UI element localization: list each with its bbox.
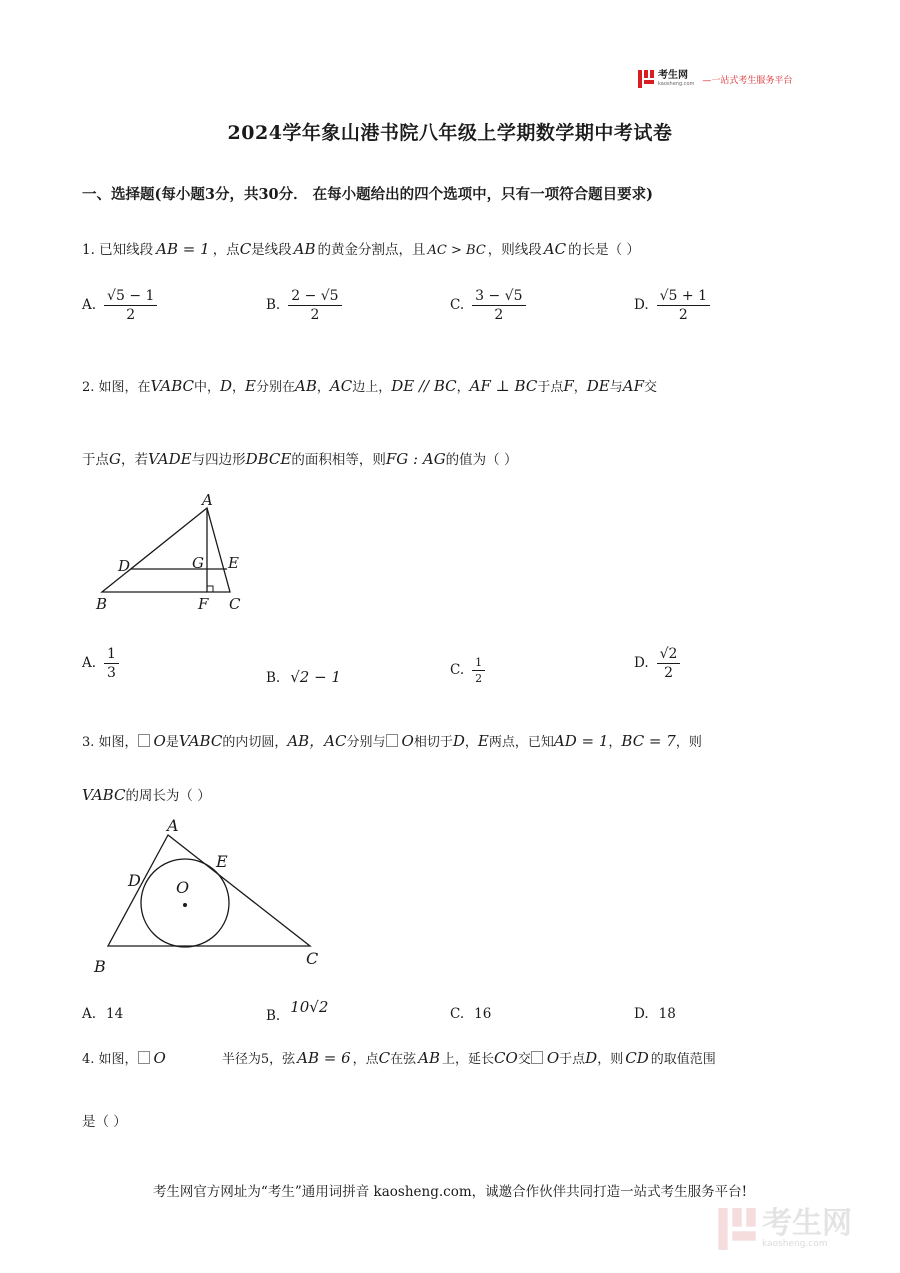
question-1-stem: 1. 已知线段 AB = 1 ，点C是线段 AB 的黄金分割点，且 AC > BC ，则线段 AC 的长是（ ）: [82, 240, 640, 258]
q3-label-d: D: [128, 871, 141, 890]
q1-option-b[interactable]: B. $\frac{2 - √5}{2}$: [266, 288, 342, 323]
q2-option-c[interactable]: C. $\frac{1}{2}$: [450, 656, 485, 685]
q2-option-b[interactable]: B. √2 − 1: [266, 668, 341, 686]
watermark-name: 考生网: [762, 1206, 852, 1241]
logo-slogan: —一站式考生服务平台: [702, 75, 793, 86]
q2-triangle-figure: [90, 488, 250, 618]
q3-option-c[interactable]: C. 16: [450, 1006, 492, 1022]
q2-label-b: B: [96, 595, 108, 613]
page-title: 2024学年象山港书院八年级上学期数学期中考试卷: [227, 122, 673, 144]
q3-label-e: E: [216, 852, 228, 871]
q2-label-e: E: [228, 554, 239, 572]
q3-label-a: A: [167, 816, 179, 835]
question-3-stem-line1: 3. 如图， O是VABC的内切圆，AB，AC分别与 O相切于D，E两点，已知AD = 1，BC = 7，则: [82, 732, 702, 750]
q3-incircle-figure: [88, 815, 338, 980]
kaosheng-logo-icon: [638, 70, 654, 88]
circle-symbol-icon: [138, 734, 150, 747]
q1-option-a[interactable]: A. $\frac{√5 - 1}{2}$: [82, 288, 157, 323]
q3-label-c: C: [306, 949, 319, 968]
q3-option-a[interactable]: A. 14: [82, 1006, 124, 1022]
header-logo: [638, 70, 792, 88]
question-2-stem-line2: 于点G，若VADE与四边形DBCE的面积相等，则FG : AG的值为（ ）: [82, 450, 518, 468]
q1-option-d[interactable]: D. $\frac{√5 + 1}{2}$: [634, 288, 710, 323]
q3-option-d[interactable]: D. 18: [634, 1006, 676, 1022]
q2-label-c: C: [229, 595, 241, 613]
q2-label-d: D: [118, 557, 131, 575]
footer-text: 考生网官方网址为“考生”通用词拼音 kaosheng.com，诚邀合作伙伴共同打造一站式考生服务平台!: [152, 1184, 748, 1200]
question-4-stem-line2: 是（ ）: [82, 1114, 127, 1130]
q3-label-b: B: [94, 957, 106, 976]
question-3-stem-line2: VABC的周长为（ ）: [82, 786, 211, 804]
kaosheng-watermark-icon: [718, 1208, 756, 1250]
logo-domain: kaosheng.com: [658, 81, 695, 87]
section-heading: 一、选择题(每小题3分，共30分． 在每小题给出的四个选项中，只有一项符合题目要求): [82, 186, 654, 203]
watermark-logo: [718, 1208, 852, 1250]
q2-label-f: F: [198, 595, 209, 613]
question-2-stem-line1: 2. 如图，在VABC中，D，E分别在AB，AC边上，DE // BC，AF ⊥ BC于点F，DE与AF交: [82, 377, 658, 395]
circle-symbol-icon: [138, 1051, 150, 1064]
question-4-stem-line1: 4. 如图， O 半径为5，弦 AB = 6 ，点C在弦 AB 上，延长CO交 O于点D，则 CD 的取值范围: [82, 1049, 716, 1067]
circle-symbol-icon: [531, 1051, 543, 1064]
watermark-domain: kaosheng.com: [762, 1239, 828, 1249]
q2-option-d[interactable]: D. $\frac{√2}{2}$: [634, 646, 680, 681]
q2-option-a[interactable]: A. $\frac{1}{3}$: [82, 646, 119, 681]
q2-label-a: A: [202, 491, 213, 509]
q3-option-b[interactable]: B. 10√2: [266, 998, 329, 1024]
q2-label-g: G: [192, 554, 204, 572]
q3-label-o: O: [176, 878, 190, 897]
logo-name: 考生网: [658, 70, 688, 81]
q1-option-c[interactable]: C. $\frac{3 - √5}{2}$: [450, 288, 526, 323]
circle-symbol-icon: [386, 734, 398, 747]
